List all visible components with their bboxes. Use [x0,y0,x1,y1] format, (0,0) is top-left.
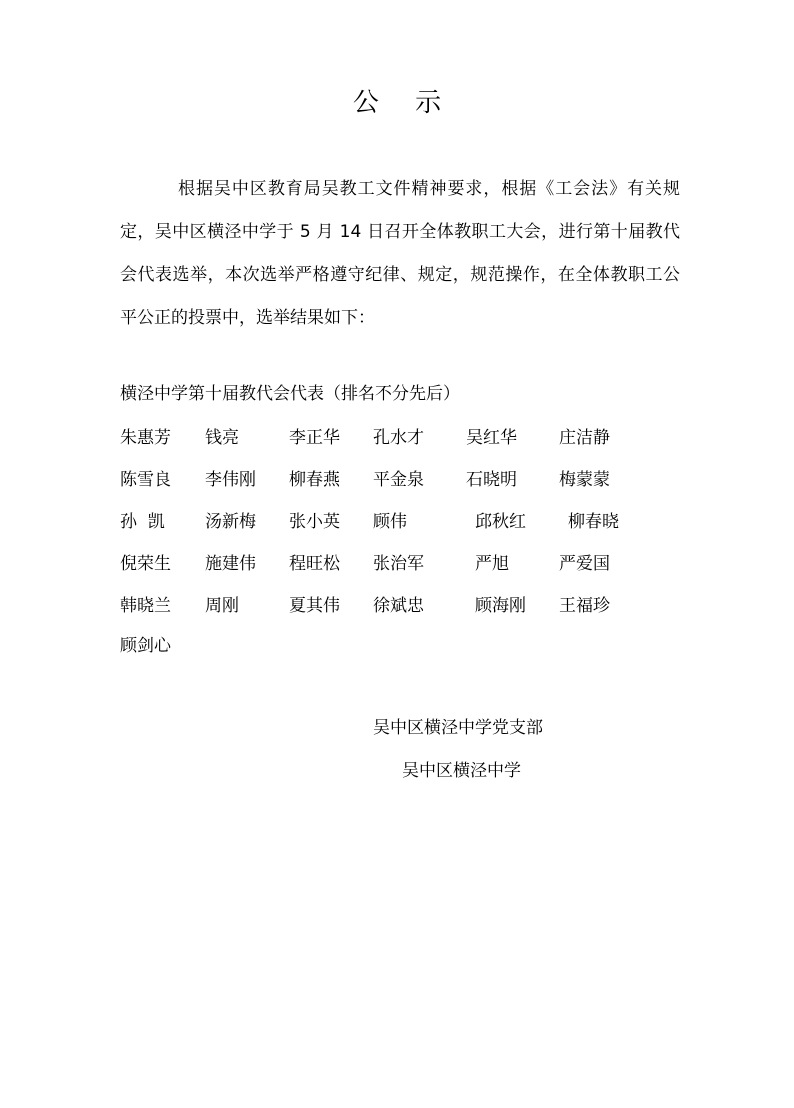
representative-name: 钱亮 [205,428,239,448]
names-row-3 [0,508,794,536]
representative-name: 张治军 [373,554,424,574]
representative-name: 顾海刚 [475,596,526,616]
signature-school: 吴中区横泾中学 [402,761,521,781]
representative-name: 庄洁静 [559,428,610,448]
representative-name: 严爱国 [559,554,610,574]
representative-name: 徐斌忠 [373,596,424,616]
names-row-2 [0,466,794,494]
announcement-paragraph [120,168,680,340]
names-row-1 [0,424,794,452]
representative-name: 顾伟 [373,512,407,532]
representative-name: 汤新梅 [205,512,256,532]
names-row-6 [0,632,794,660]
representative-name: 吴红华 [466,428,517,448]
representative-name: 周刚 [205,596,239,616]
names-row-4 [0,550,794,578]
representative-name: 韩晓兰 [120,596,171,616]
representative-name: 施建伟 [205,554,256,574]
representative-name: 平金泉 [373,470,424,490]
representative-name: 程旺松 [289,554,340,574]
representative-name: 夏其伟 [289,596,340,616]
representative-name: 孙 凯 [120,512,165,532]
signature-party-branch: 吴中区横泾中学党支部 [373,718,543,738]
representative-name: 倪荣生 [120,554,171,574]
representative-name: 李伟刚 [205,470,256,490]
names-row-5 [0,592,794,620]
representative-name: 邱秋红 [475,512,526,532]
representative-name: 梅蒙蒙 [559,470,610,490]
representative-name: 柳春晓 [568,512,619,532]
representative-name: 陈雪良 [120,470,171,490]
representative-name: 顾剑心 [120,636,171,656]
representative-name: 王福珍 [559,596,610,616]
representative-name: 石晓明 [466,470,517,490]
representative-name: 严旭 [475,554,509,574]
representative-name: 孔水才 [373,428,424,448]
representative-name: 柳春燕 [289,470,340,490]
page-title: 公 示 [352,88,456,118]
representative-name: 张小英 [289,512,340,532]
representatives-heading: 横泾中学第十届教代会代表（排名不分先后） [120,384,460,404]
representative-name: 朱惠芳 [120,428,171,448]
representative-name: 李正华 [289,428,340,448]
announcement-text: 根据吴中区教育局吴教工文件精神要求，根据《工会法》有关规定，吴中区横泾中学于 5 月 14 日召开全体教职工大会，进行第十届教代会代表选举，本次选举严格遵守纪律、规定，规范操作，在全体教职工公平公正的投票中，选举结果如下： [120,179,680,328]
